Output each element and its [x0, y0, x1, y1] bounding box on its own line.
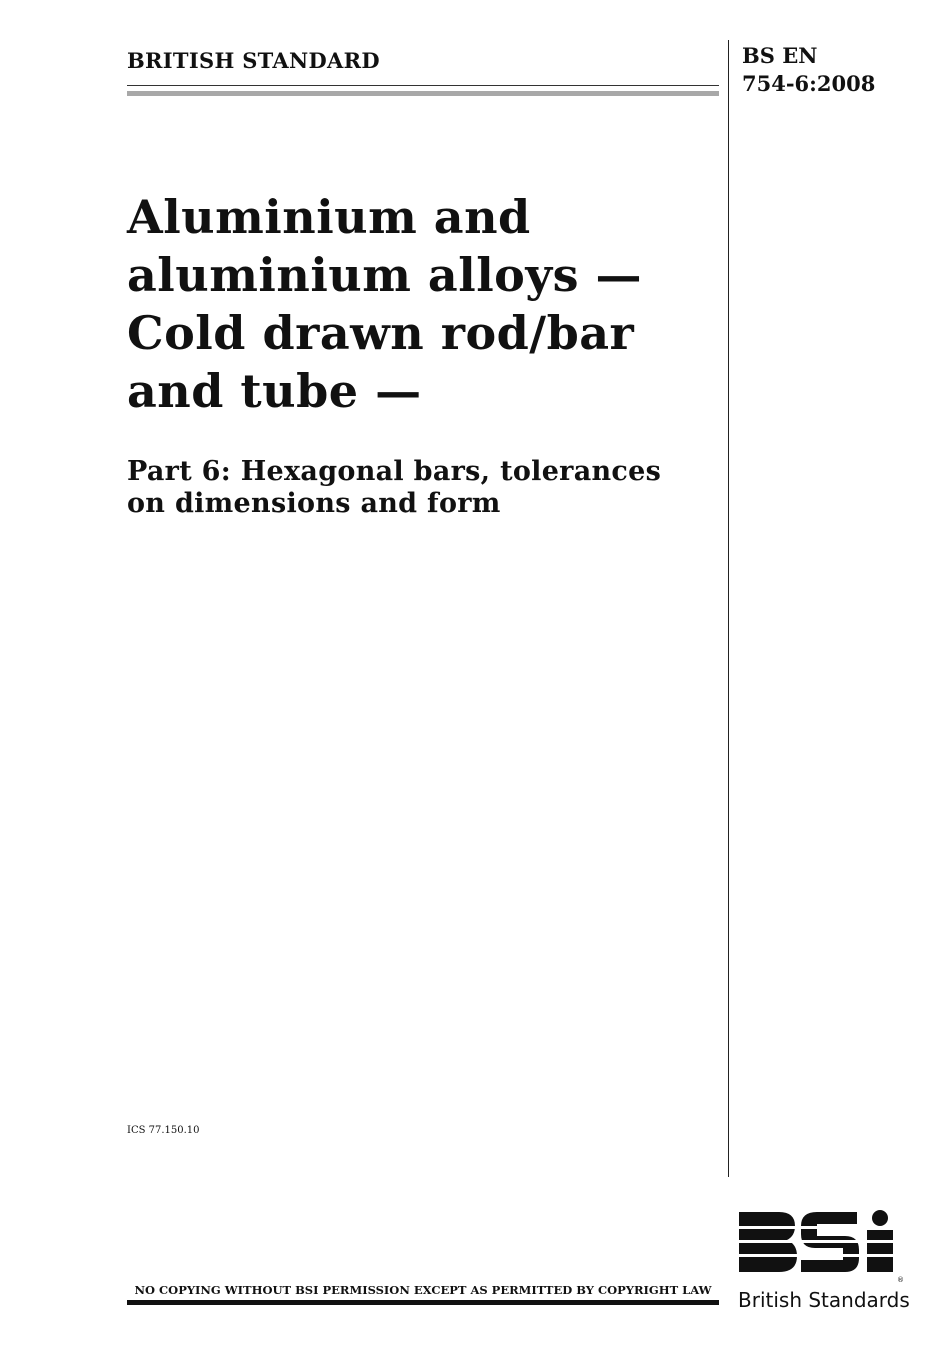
- header-thick-rule: [127, 91, 719, 96]
- svg-text:®: ®: [897, 1276, 904, 1284]
- ics-code: ICS 77.150.10: [127, 1125, 200, 1136]
- standard-number-line1: BS EN: [742, 43, 818, 68]
- footer-rule: [127, 1300, 719, 1305]
- copyright-notice: NO COPYING WITHOUT BSI PERMISSION EXCEPT AS PERMITTED BY COPYRIGHT LAW: [134, 1283, 712, 1297]
- header-thin-rule: [127, 85, 719, 86]
- document-part-title: Part 6: Hexagonal bars, tolerances on dimensions and form: [127, 456, 662, 519]
- standard-number-line2: 754-6:2008: [742, 71, 876, 96]
- brand-name: British Standards: [738, 1288, 910, 1312]
- document-type-label: BRITISH STANDARD: [127, 48, 380, 73]
- vertical-divider: [728, 40, 729, 1177]
- document-title: Aluminium and aluminium alloys — Cold drawn rod/bar and tube —: [127, 190, 642, 418]
- standard-number: [742, 42, 875, 98]
